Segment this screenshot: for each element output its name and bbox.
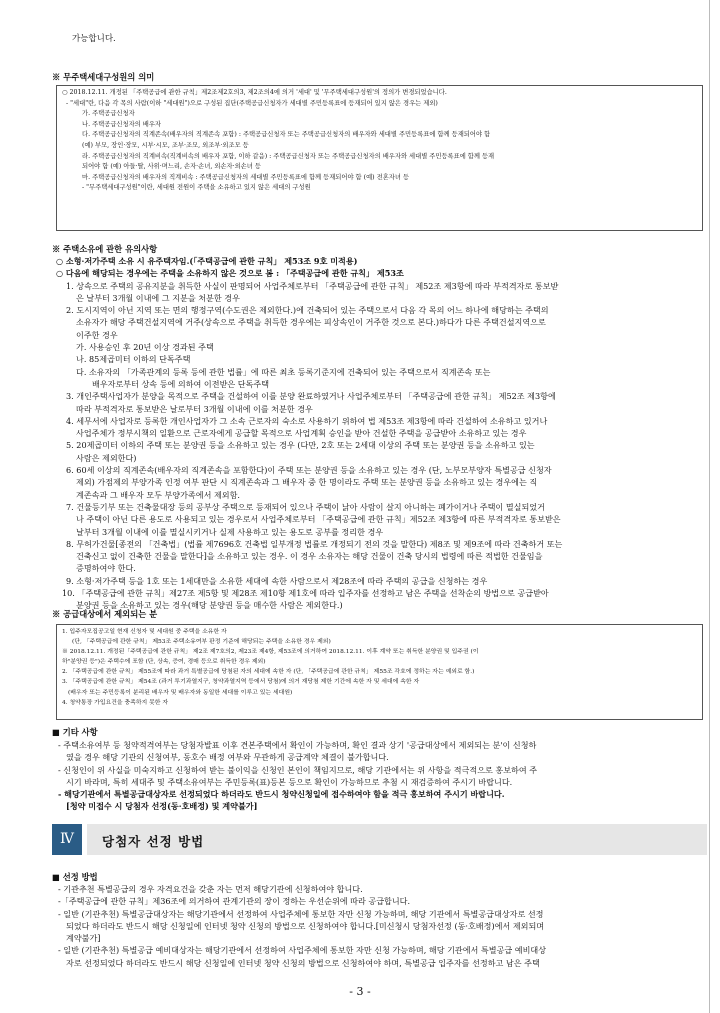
other-line: - 주택소유여부 등 청약적격여부는 당첨자발표 이후 견본주택에서 확인이 가능하며, 확인 결과 상기 '공급대상에서 제외되는 분'이 신청하 — [58, 740, 537, 750]
selection-notes — [52, 883, 707, 969]
box-line: 라. 주택공급신청자의 직계비속(직계비속의 배우자 포함, 이하 같음) : 주택공급신청자 또는 주택공급신청자의 배우자와 세대별 주민등록표에 함께 등재 — [82, 152, 495, 160]
ownership-line: 이주한 경우 — [76, 329, 118, 340]
box-line: 마. 주택공급신청자의 배우자의 직계비속 : 주택공급신청자의 세대별 주민등록표에 함께 등재되어야 함 (예) 전혼자녀 등 — [82, 173, 410, 181]
other-notes — [52, 739, 707, 813]
selection-line: - 일반 (기관추천) 특별공급대상자는 해당기관에서 선정하여 사업주체에 통보한 자만 신청 가능하며, 해당 기관에서 특별공급대상자로 선정 — [58, 908, 544, 919]
ownership-subheading: ○ 다음에 해당되는 경우에는 주택을 소유하지 않은 것으로 봄 : 「주택공급에 관한 규칙」 제53조 — [56, 268, 404, 279]
selection-line: -「주택공급에 관한 규칙」제36조에 의거하여 관계기관의 장이 정하는 우선순위에 따라 공급합니다. — [58, 896, 411, 907]
excluded-line: 하"분양권 등")은 주택수에 포함 (단, 상속, 증여, 경매 등으로 취득한 경우 제외) — [62, 659, 266, 666]
excluded-line: 4. 청약통장 가입요건을 충족하지 못한 자 — [62, 699, 169, 706]
ownership-line: 1. 상속으로 주택의 공유지분을 취득한 사실이 판명되어 사업주체로부터 「주택공급에 관한 규칙」 제52조 제3항에 따라 부적격자로 통보받 — [66, 280, 559, 291]
ownership-line: 4. 세무서에 사업자로 등록한 개인사업자가 그 소속 근로자의 숙소로 사용하기 위하여 법 제53조 제3항에 따라 건설하여 소유하고 있거나 — [66, 415, 548, 426]
continued-text: 가능합니다. — [72, 34, 116, 44]
page-right-edge-rule — [709, 0, 710, 1013]
excluded-line: 1. 입주자모집공고일 현재 신청자 및 세대원 중 주택을 소유한 자 — [62, 629, 227, 635]
section-title: 당첨자 선정 방법 — [102, 834, 205, 849]
selection-line: - 일반 (기관추천) 특별공급 예비대상자는 해당기관에서 선정하여 사업주체에 통보한 자만 신청 가능하며, 해당 기관에서 특별공급 예비대상 — [58, 945, 547, 956]
box-line: 되어야 함 (예) 아들·딸, 사위·며느리, 손자·손녀, 외손자·외손녀 등 — [82, 163, 261, 171]
box-line: 나. 주택공급신청자의 배우자 — [82, 120, 161, 128]
excluded-line: 3. 「주택공급에 관한 규칙」 제54조 (과거 투기과열지구, 청약과열지역 등에서 당첨)에 의거 재당첨 제한 기간에 속한 자 및 세대에 속한 자 — [62, 679, 420, 686]
ownership-line: 날부터 3개월 이내에 이를 멸실시키거나 실제 사용하고 있는 용도로 공부를 정리한 경우 — [76, 526, 384, 537]
ownership-line: 2. 도시지역이 아닌 지역 또는 면의 행정구역(수도권은 제외한다.)에 건축되어 있는 주택으로서 다음 각 목의 어느 하나에 해당하는 주택의 — [66, 305, 549, 316]
ownership-line: 계존속과 그 배우자 모두 부양가족에서 제외함. — [76, 489, 240, 500]
ownership-line: 3. 개인주택사업자가 분양을 목적으로 주택을 건설하여 이를 분양 완료하였거나 사업주체로부터 「주택공급에 관한 규칙」 제52조 제3항에 — [66, 391, 556, 402]
ownership-line: 8. 무허가건물[종전의 「건축법」(법률 제7696호 건축법 일부개정 법률로 개정되기 전의 것을 말한다) 제8조 및 제9조에 따라 건축하거 또는 — [66, 538, 563, 549]
excluded-heading: ※ 공급대상에서 제외되는 분 — [52, 609, 158, 619]
selection-line: 계약불가] — [66, 933, 101, 944]
ownership-line: 10. 「주택공급에 관한 규칙」제27조 제5항 및 제28조 제10항 제1호에 따라 입주자를 선정하고 남은 주택을 선착순의 방법으로 공급받아 — [62, 588, 549, 599]
ownership-line: 건축신고 없이 건축한 건물을 말한다]을 소유하고 있는 경우. 이 경우 소유자는 해당 건물이 건축 당시의 법령에 따른 적법한 건물임을 — [76, 551, 543, 562]
other-line-bold: - 해당기관에서 특별공급대상자로 선정되었다 하더라도 반드시 청약신청일에 접수하여야 함을 적극 홍보하여 주시기 바랍니다. — [58, 789, 505, 800]
ownership-line: 사업주체가 정부시책의 일환으로 근로자에게 공급할 목적으로 사업계획 승인을 받아 건설한 주택을 공급받아 소유하고 있는 경우 — [76, 428, 527, 439]
other-line: 였을 경우 해당 기관의 신청여부, 동호수 배정 여부와 무관하게 공급계약 체결이 불가합니다. — [66, 752, 389, 763]
ownership-line: 사람은 제외한다) — [76, 452, 137, 463]
excluded-box — [56, 624, 703, 720]
household-heading: ※ 무주택세대구성원의 의미 — [52, 72, 155, 82]
box-line: 다. 주택공급신청자의 직계존속(배우자의 직계존속 포함) : 주택공급신청자 또는 주택공급신청자의 배우자와 세대별 주민등록표에 함께 등재되어야 함 — [82, 131, 491, 139]
selection-heading: ■ 선정 방법 — [52, 872, 98, 882]
ownership-line: 다. 소유자의 「가족관계의 등록 등에 관한 법률」에 따른 최초 등록기준지에 건축되어 있는 주택으로서 직계존속 또는 — [76, 366, 491, 377]
ownership-line: 나 주택이 아닌 다른 용도로 사용되고 있는 경우로서 사업주체로부터 「주택공급에 관한 규칙」제52조 제3항에 따른 부적격자로 통보받은 — [76, 514, 561, 525]
ownership-line: 9. 소형·저가주택 등을 1호 또는 1세대만을 소유한 세대에 속한 사람으로서 제28조에 따라 주택의 공급을 신청하는 경우 — [66, 575, 488, 586]
box-line: - "무주택세대구성원"이란, 세대원 전원이 주택을 소유하고 있지 않은 세대의 구성원 — [82, 184, 311, 192]
ownership-line: 가. 사용승인 후 20년 이상 경과된 주택 — [76, 342, 214, 353]
ownership-line: 나. 85제곱미터 이하의 단독주택 — [76, 354, 191, 365]
household-definition-box — [56, 85, 703, 231]
section-number: Ⅳ — [52, 824, 82, 855]
ownership-heading: ※ 주택소유에 관한 유의사항 — [52, 244, 158, 254]
selection-line: - 기관추천 특별공급의 경우 자격요건을 갖춘 자는 먼저 해당기관에 신청하여야 합니다. — [58, 884, 363, 894]
ownership-line: 배우자로부터 상속 등에 의하여 이전받은 단독주택 — [92, 378, 270, 389]
other-line-bold: [청약 미접수 시 당첨자 선정(동·호배정) 및 계약불가] — [66, 801, 258, 812]
ownership-line: 6. 60세 이상의 직계존속(배우자의 직계존속을 포함한다)이 주택 또는 분양권 등을 소유하고 있는 경우 (단, 노부모부양자 특별공급 신청자 — [66, 465, 552, 476]
ownership-line: 은 날부터 3개월 이내에 그 지분을 처분한 경우 — [76, 292, 240, 303]
excluded-line: 2. 「주택공급에 관한 규칙」 제55조에 따라 과거 특별공급에 당첨된 자의 세대에 속한 자 (단, 「주택공급에 관한 규칙」 제55조 각호에 정하는 자는 예외로 함.) — [62, 669, 475, 676]
box-line: (예) 부모, 장인·장모, 시부·시모, 조부·조모, 외조부·외조모 등 — [82, 141, 249, 149]
selection-line: 되었다 하더라도 반드시 해당 신청일에 인터넷 청약 신청의 방법으로 신청하여야 합니다.[미신청시 당첨자선정 (동·호배정)에서 제외되며 — [66, 920, 545, 931]
other-line: - 신청인이 위 사실을 미숙지하고 신청하여 받는 불이익을 신청인 본인이 책임지므로, 해당 기관에서는 위 사항을 적극적으로 홍보하여 주 — [58, 764, 538, 775]
ownership-line: 따라 부적격자로 통보받은 날로부터 3개월 이내에 이를 처분한 경우 — [76, 403, 313, 414]
box-line: 가. 주택공급신청자 — [82, 110, 135, 118]
excluded-line: (배우자 또는 주민등록이 분리된 배우자 및 배우자와 동일한 세대를 이루고 있는 세대원) — [68, 689, 293, 696]
other-line: 시기 바라며, 특히 세대주 및 주택소유여부는 주민등록(표)등본 등으로 확인이 가능하므로 추첨 시 재검증하여 주시기 바랍니다. — [66, 776, 513, 787]
ownership-subheading: ○ 소형·저가주택 소유 시 유주택자임.(「주택공급에 관한 규칙」 제53조 9호 미적용) — [56, 256, 358, 266]
box-line: - "세대"란, 다음 각 목의 사람(이하 "세대원")으로 구성된 집단(주택공급신청자가 세대별 주민등록표에 등재되어 있지 않은 경우는 제외) — [66, 99, 438, 107]
box-line: ○ 2018.12.11. 개정된 「주택공급에 관한 규칙」제2조제2호의3, 제2조의4에 의거 '세대' 및 '무주택세대구성원'의 정의가 변경되었습니다. — [62, 89, 447, 96]
ownership-line: 분양권 등을 소유하고 있는 경우(해당 분양권 등을 매수한 사람은 제외한다.) — [76, 600, 343, 611]
excluded-line: ※ 2018.12.11. 개정된「주택공급에 관한 규칙」 제2조 제7호의2, 제23조 제4항, 제53조에 의거하여 2018.12.11. 이후 계약 또는 취득한 분양권 및 입주권 (이 — [62, 649, 479, 656]
excluded-line: (단, 「주택공급에 관한 규칙」 제53조 주택소유여부 판정 기준에 해당되는 주택을 소유한 경우 제외) — [72, 639, 331, 646]
ownership-line: 5. 20제곱미터 이하의 주택 또는 분양권 등을 소유하고 있는 경우 (다만, 2호 또는 2세대 이상의 주택 또는 분양권 등을 소유하고 있는 — [66, 440, 535, 451]
section-banner — [52, 824, 707, 855]
ownership-line: 7. 건물등기부 또는 건축물대장 등의 공부상 주택으로 등재되어 있으나 주택이 낡아 사람이 살지 아니하는 폐가이거나 주택이 멸실되었거 — [66, 501, 545, 512]
ownership-line: 제외) 가점제의 부양가족 인정 여부 판단 시 직계존속과 그 배우자 중 한 명이라도 주택 또는 분양권 등을 소유하고 있는 경우에는 직 — [76, 477, 538, 488]
ownership-notes — [52, 255, 707, 612]
ownership-line: 증명하여야 한다. — [76, 563, 136, 574]
page-number: - 3 - — [349, 985, 371, 998]
selection-line: 자로 선정되었다 하더라도 반드시 해당 신청일에 인터넷 청약 신청의 방법으로 신청하여야 하며, 특별공급 입주자를 선정하고 남은 주택 — [66, 957, 540, 968]
other-heading: ■ 기타 사항 — [52, 727, 98, 737]
ownership-line: 소유자가 해당 주택건설지역에 거주(상속으로 주택을 취득한 경우에는 피상속인이 거주한 것으로 본다.)하다가 다른 주택건설지역으로 — [76, 317, 546, 328]
